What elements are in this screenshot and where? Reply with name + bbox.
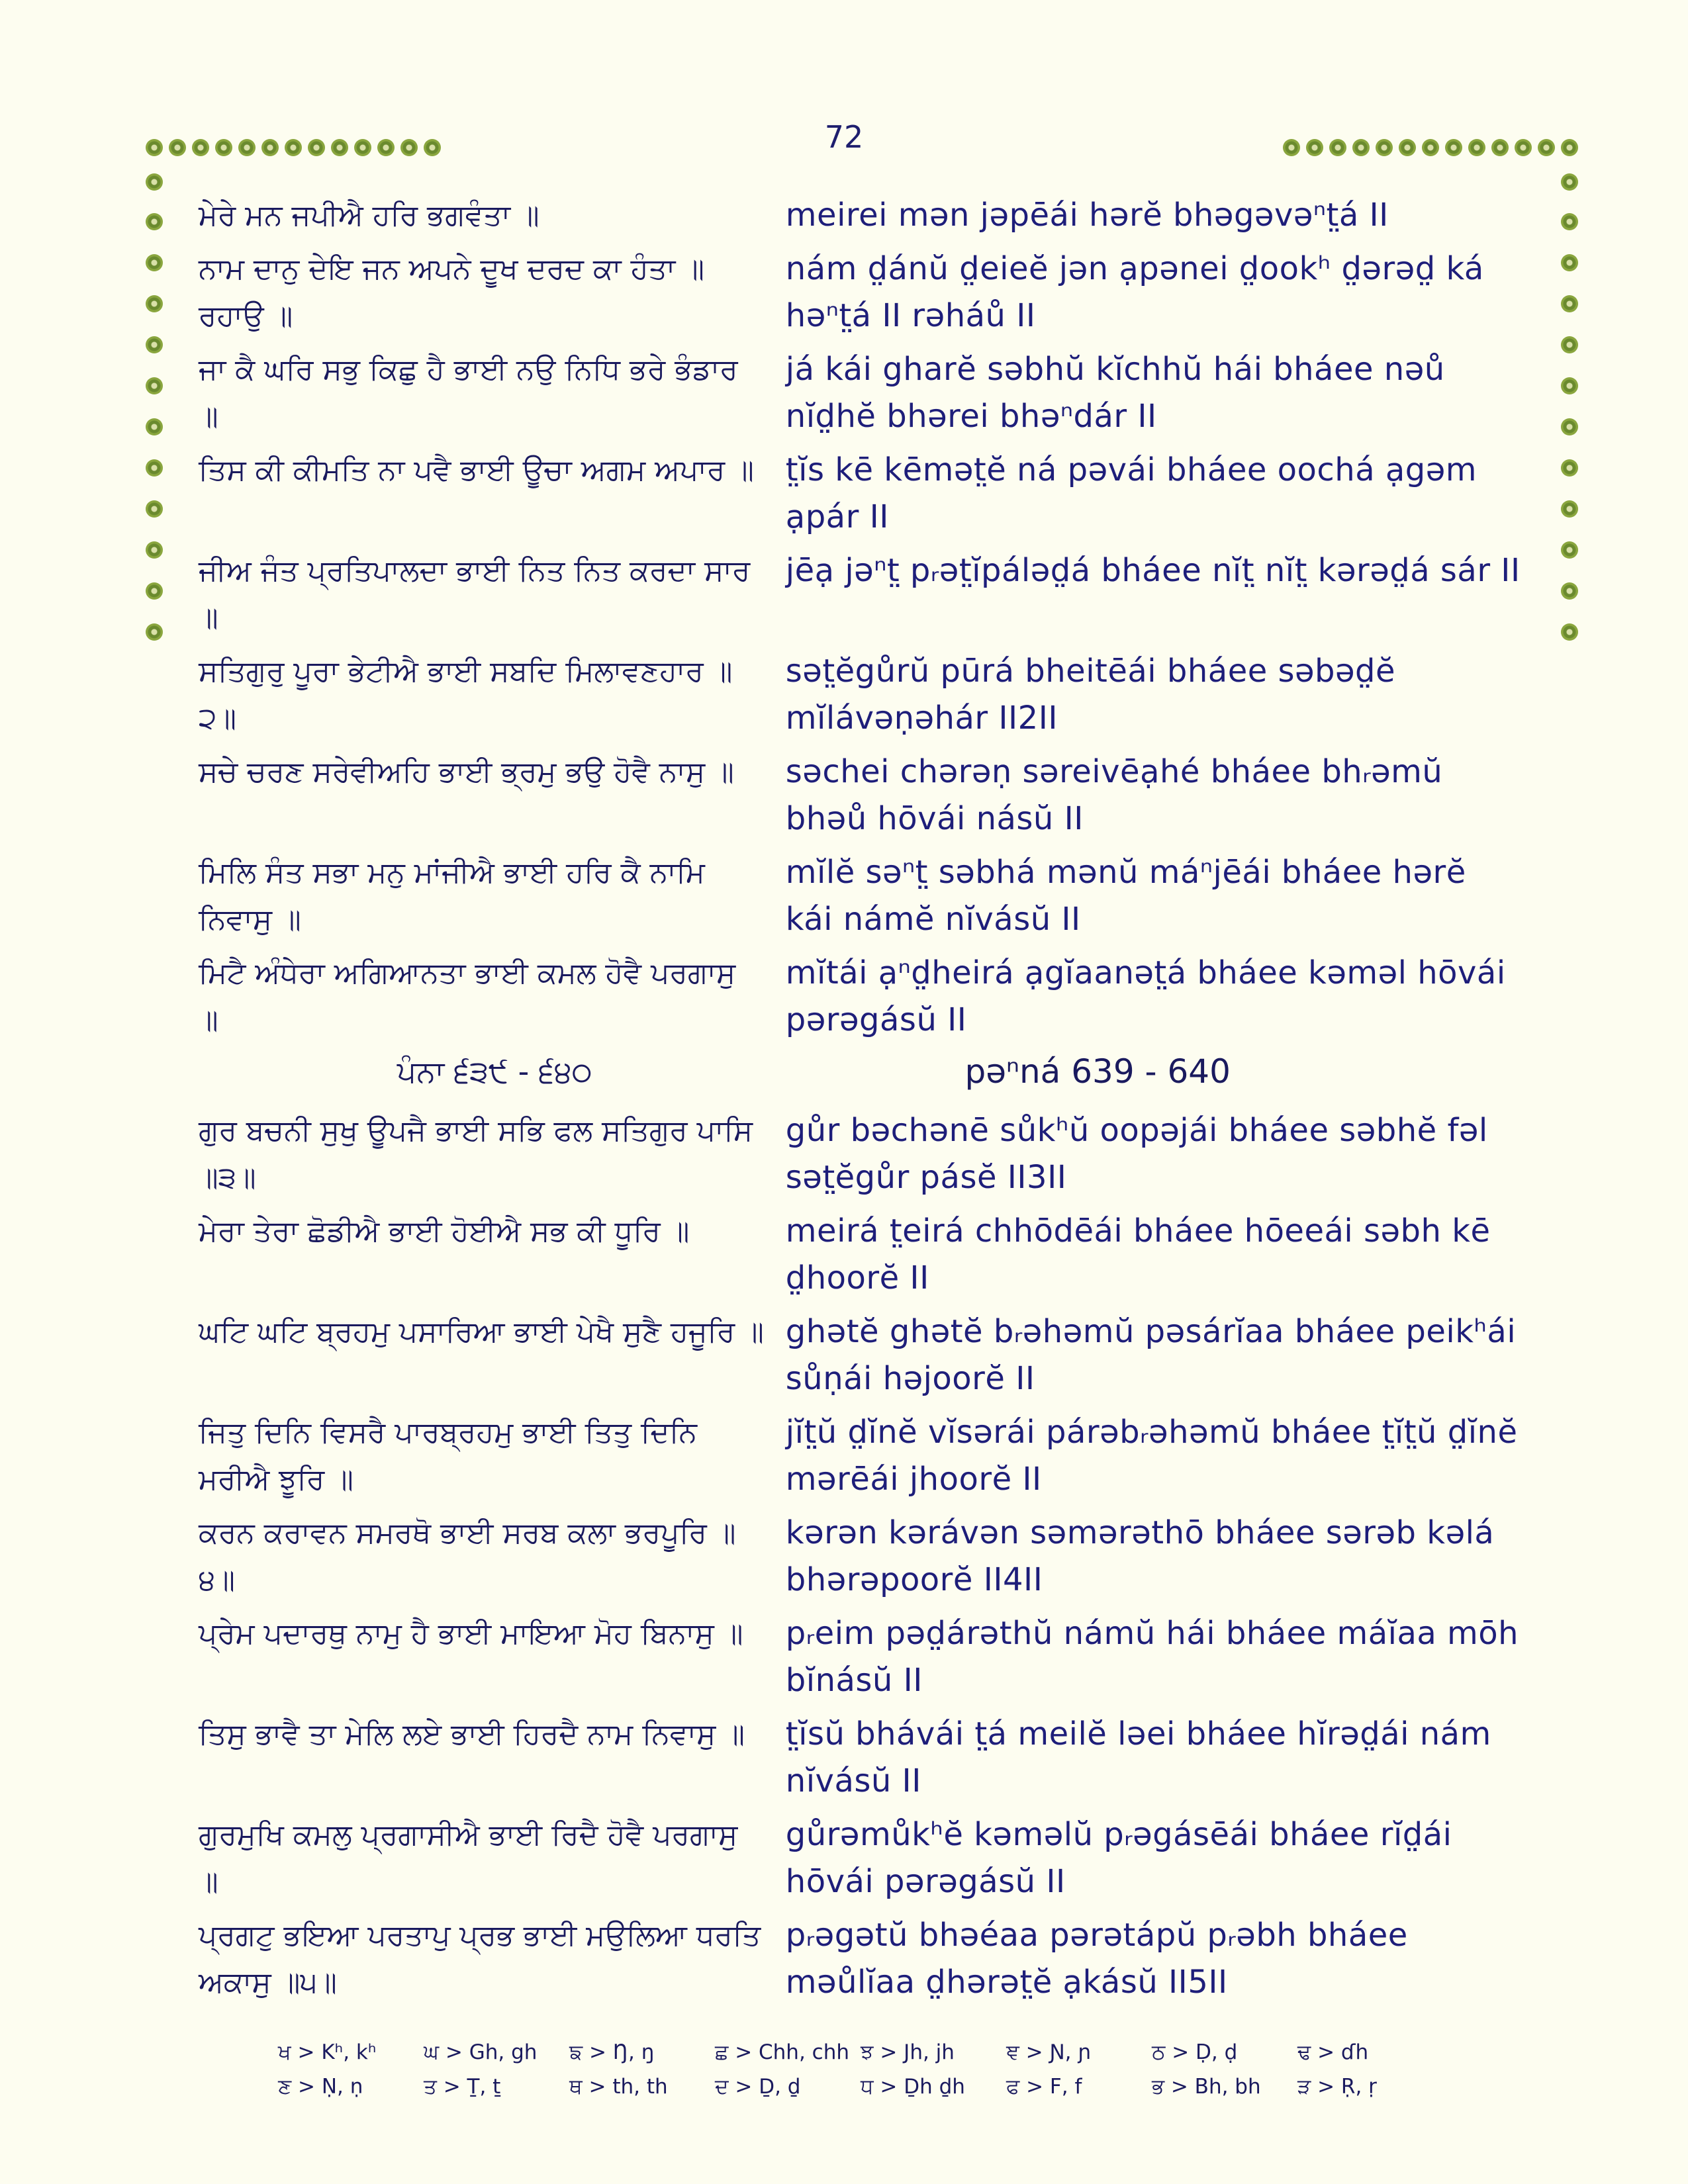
gurmukhi-line: ਮੇਰੇ ਮਨ ਜਪੀਐ ਹਰਿ ਭਗਵੰਤਾ ॥ (199, 199, 539, 232)
transliteration-line: səchei chərəṇ səreivēạhé bháee bhᵣəmŭ bhəů hōvái násŭ II (785, 753, 1443, 837)
gurmukhi-line: ਤਿਸੁ ਭਾਵੈ ਤਾ ਮੇਲਿ ਲਏ ਭਾਈ ਹਿਰਦੈ ਨਾਮ ਨਿਵਾਸੁ ॥ (199, 1717, 745, 1751)
gurmukhi-line: ਸਤਿਗੁਰੁ ਪੂਰਾ ਭੇਟੀਐ ਭਾਈ ਸਬਦਿ ਮਿਲਾਵਣਹਾਰ ॥੨॥ (199, 655, 733, 735)
flower-ornament-icon (308, 139, 325, 156)
gurmukhi-line: ਗੁਰਮੁਖਿ ਕਮਲੁ ਪ੍ਰਗਾਸੀਐ ਭਾਈ ਰਿਦੈ ਹੋਵੈ ਪਰਗਾਸੁ ॥ (199, 1818, 738, 1899)
page-reference-gurmukhi: ਪੰਨਾ ੬੩੯ - ੬੪੦ (397, 1054, 592, 1089)
gurmukhi-line: ਜੀਅ ਜੰਤ ਪ੍ਰਤਿਪਾਲਦਾ ਭਾਈ ਨਿਤ ਨਿਤ ਕਰਦਾ ਸਾਰ ॥ (199, 554, 751, 635)
transliteration-line: já kái gharĕ səbhŭ kĭchhŭ hái bháee nəů nĭd̤hĕ bhərei bhəⁿdár II (785, 351, 1445, 435)
flower-ornament-icon (1515, 139, 1532, 156)
transliteration-line: meirei mən jəpēái hərĕ bhəgəvəⁿt̤á II (785, 197, 1389, 234)
transliteration-line: ghətĕ ghətĕ bᵣəhəmŭ pəsárĭaa bháee peikʰái sůṇái həjoorĕ II (785, 1313, 1517, 1397)
flower-ornament-icon (1561, 541, 1578, 559)
flower-ornament-icon (215, 139, 232, 156)
flower-ornament-icon (1561, 254, 1578, 271)
flower-ornament-icon (1329, 139, 1346, 156)
gurmukhi-line: ਸਚੇ ਚਰਣ ਸਰੇਵੀਅਹਿ ਭਾਈ ਭ੍ਰਮੁ ਭਉ ਹੋਵੈ ਨਾਸੁ ॥ (199, 755, 734, 789)
legend-item: ਢ > ɗh (1297, 2040, 1369, 2064)
flower-ornament-icon (146, 541, 163, 559)
flower-ornament-icon (238, 139, 256, 156)
flower-ornament-icon (1561, 377, 1578, 394)
legend-item: ਖ > Kʰ, kʰ (278, 2040, 377, 2064)
transliteration-legend (278, 2035, 1443, 2104)
legend-item: ਣ > Ṇ, ṇ (278, 2074, 363, 2099)
legend-item: ਭ > Bh, bh (1152, 2074, 1261, 2099)
flower-ornament-icon (1306, 139, 1323, 156)
gurmukhi-line: ਪ੍ਰੇਮ ਪਦਾਰਥੁ ਨਾਮੁ ਹੈ ਭਾਈ ਮਾਇਆ ਮੋਹ ਬਿਨਾਸੁ ॥ (199, 1617, 743, 1651)
flower-ornament-icon (1538, 139, 1555, 156)
legend-item: ਝ > Jh, jh (861, 2040, 955, 2064)
gurmukhi-line: ਜਿਤੁ ਦਿਨਿ ਵਿਸਰੈ ਪਾਰਬ੍ਰਹਮੁ ਭਾਈ ਤਿਤੁ ਦਿਨਿ ਮਰੀਐ ਝੂਰਿ ॥ (199, 1416, 698, 1496)
flower-ornament-icon (146, 500, 163, 518)
transliteration-line: gůrəmůkʰĕ kəməlŭ pᵣəgásēái bháee rĭd̤ái hōvái pərəgásŭ II (785, 1816, 1452, 1900)
verse-row (199, 1208, 1523, 1302)
gurmukhi-line: ਨਾਮ ਦਾਨੁ ਦੇਇ ਜਨ ਅਪਨੇ ਦੂਖ ਦਰਦ ਕਾ ਹੰਤਾ ॥ ਰਹਾਉ ॥ (199, 252, 705, 333)
page-reference-translit: pəⁿná 639 - 640 (964, 1052, 1231, 1091)
transliteration-line: pᵣeim pəd̤árəthŭ námŭ hái bháee máĭaa mōh bĭnásŭ II (785, 1615, 1519, 1699)
flower-ornament-icon (1561, 623, 1578, 641)
transliteration-line: meirá t̤eirá chhōdēái bháee hōeeái səbh kē d̤hoorĕ II (785, 1212, 1491, 1297)
flower-ornament-icon (146, 295, 163, 312)
transliteration-line: jēạ jəⁿt̤ pᵣət̤ĭpáləd̤á bháee nĭt̤ nĭt̤ kərəd̤á sár II (785, 552, 1521, 589)
flower-ornament-icon (146, 213, 163, 230)
transliteration-line: sət̤ĕgůrŭ pūrá bheitēái bháee səbəd̤ĕ mĭlávəṇəhár II2II (785, 653, 1396, 737)
flower-ornament-icon (1561, 582, 1578, 600)
transliteration-line: mĭtái ạⁿd̤heirá ạgĭaanət̤á bháee kəməl hōvái pərəgásŭ II (785, 954, 1506, 1038)
flower-ornament-icon (1561, 295, 1578, 312)
verse-row (199, 547, 1523, 641)
flower-ornament-icon (1561, 418, 1578, 435)
page-number: 72 (824, 119, 864, 155)
flower-ornament-icon (354, 139, 371, 156)
flower-ornament-icon (1422, 139, 1439, 156)
verse-row (199, 849, 1523, 943)
legend-item: ਞ > Ɲ, ɲ (1006, 2040, 1092, 2064)
legend-item: ਤ > Ṯ, ṯ (424, 2074, 501, 2099)
page-reference (199, 1050, 1523, 1093)
flower-ornament-icon (377, 139, 395, 156)
verse-row (199, 1610, 1523, 1704)
verse-row (199, 1912, 1523, 2006)
flower-ornament-icon (1561, 336, 1578, 353)
verse-row (199, 192, 1523, 239)
verse-row (199, 1811, 1523, 1905)
flower-ornament-icon (1283, 139, 1300, 156)
verse-row (199, 1308, 1523, 1402)
gurmukhi-line: ਮਿਲਿ ਸੰਤ ਸਭਾ ਮਨੁ ਮਾਂਜੀਐ ਭਾਈ ਹਰਿ ਕੈ ਨਾਮਿ ਨਿਵਾਸੁ ॥ (199, 856, 705, 936)
verse-row (199, 648, 1523, 742)
transliteration-line: jĭt̤ŭ d̤ĭnĕ vĭsərái párəbᵣəhəmŭ bháee t̤ĭt̤ŭ d̤ĭnĕ mərēái jhoorĕ II (785, 1414, 1518, 1498)
flower-ornament-icon (1468, 139, 1485, 156)
gurmukhi-line: ਮੇਰਾ ਤੇਰਾ ਛੋਡੀਐ ਭਾਈ ਹੋਈਐ ਸਭ ਕੀ ਧੂਰਿ ॥ (199, 1214, 690, 1248)
flower-ornament-icon (1445, 139, 1462, 156)
verse-row (199, 447, 1523, 541)
legend-row (278, 2070, 1443, 2104)
flower-ornament-icon (400, 139, 418, 156)
legend-item: ਘ > Gh, gh (424, 2040, 538, 2064)
flower-ornament-icon (146, 336, 163, 353)
flower-ornament-icon (146, 459, 163, 477)
verse-content (199, 192, 1523, 2013)
verse-row (199, 246, 1523, 340)
verse-row (199, 1107, 1523, 1201)
verse-row (199, 1409, 1523, 1503)
gurmukhi-line: ਘਟਿ ਘਟਿ ਬ੍ਰਹਮੁ ਪਸਾਰਿਆ ਭਾਈ ਪੇਖੈ ਸੁਣੈ ਹਜੂਰਿ ॥ (199, 1315, 764, 1349)
flower-ornament-icon (1561, 213, 1578, 230)
legend-item: ਠ > Ḍ, ḍ (1152, 2040, 1238, 2064)
flower-ornament-icon (146, 377, 163, 394)
flower-ornament-icon (146, 418, 163, 435)
verse-row (199, 1711, 1523, 1805)
flower-ornament-icon (146, 582, 163, 600)
legend-item: ਙ > Ŋ, ŋ (569, 2040, 655, 2064)
flower-ornament-icon (146, 173, 163, 191)
transliteration-line: gůr bəchənē sůkʰŭ oopəjái bháee səbhĕ fəl sət̤ĕgůr pásĕ II3II (785, 1112, 1488, 1196)
flower-ornament-icon (285, 139, 302, 156)
transliteration-line: nám d̤ánŭ d̤eieĕ jən ạpənei d̤ookʰ d̤ərəd̤ ká həⁿt̤á II rəháů II (785, 250, 1484, 334)
flower-ornament-icon (1561, 459, 1578, 477)
verse-row (199, 346, 1523, 440)
gurmukhi-line: ਪ੍ਰਗਟੁ ਭਇਆ ਪਰਤਾਪੁ ਪ੍ਰਭ ਭਾਈ ਮਉਲਿਆ ਧਰਤਿ ਅਕਾਸੁ ॥੫॥ (199, 1919, 761, 1999)
flower-ornament-icon (169, 139, 186, 156)
gurmukhi-line: ਤਿਸ ਕੀ ਕੀਮਤਿ ਨਾ ਪਵੈ ਭਾਈ ਊਚਾ ਅਗਮ ਅਪਾਰ ॥ (199, 453, 754, 487)
gurmukhi-line: ਕਰਨ ਕਰਾਵਨ ਸਮਰਥੋ ਭਾਈ ਸਰਬ ਕਲਾ ਭਰਪੂਰਿ ॥੪॥ (199, 1516, 736, 1597)
legend-item: ਥ > th, th (569, 2074, 668, 2099)
flower-ornament-icon (146, 254, 163, 271)
flower-ornament-icon (1399, 139, 1416, 156)
transliteration-line: t̤ĭsŭ bhávái t̤á meilĕ ləei bháee hĭrəd̤ái nám nĭvásŭ II (785, 1715, 1491, 1799)
flower-ornament-icon (1352, 139, 1370, 156)
verse-row (199, 950, 1523, 1044)
legend-item: ਧ > Ḏh ḏh (861, 2074, 965, 2099)
flower-ornament-icon (1561, 173, 1578, 191)
verse-row (199, 749, 1523, 842)
transliteration-line: t̤ĭs kē kēmət̤ĕ ná pəvái bháee oochá ạgəm ạpár II (785, 451, 1477, 535)
transliteration-line: pᵣəgətŭ bhəéaa pərətápŭ pᵣəbh bháee məůlĭaa d̤hərət̤ĕ ạkásŭ II5II (785, 1917, 1408, 2001)
flower-ornament-icon (424, 139, 441, 156)
flower-ornament-icon (261, 139, 279, 156)
legend-row (278, 2035, 1443, 2070)
flower-ornament-icon (331, 139, 348, 156)
verse-row (199, 1510, 1523, 1604)
flower-ornament-icon (146, 139, 163, 156)
legend-item: ਫ > F, f (1006, 2074, 1082, 2099)
legend-item: ਛ > Chh, chh (715, 2040, 850, 2064)
transliteration-line: kərən kərávən səmərəthō bháee sərəb kəlá bhərəpoorĕ II4II (785, 1514, 1495, 1598)
gurmukhi-line: ਮਿਟੈ ਅੰਧੇਰਾ ਅਗਿਆਨਤਾ ਭਾਈ ਕਮਲ ਹੋਵੈ ਪਰਗਾਸੁ ॥ (199, 956, 736, 1037)
gurmukhi-line: ਗੁਰ ਬਚਨੀ ਸੁਖੁ ਊਪਜੈ ਭਾਈ ਸਭਿ ਫਲ ਸਤਿਗੁਰ ਪਾਸਿ ॥੩॥ (199, 1114, 753, 1195)
legend-item: ੜ > Ṛ, ṛ (1297, 2074, 1377, 2099)
gurmukhi-line: ਜਾ ਕੈ ਘਰਿ ਸਭੁ ਕਿਛੁ ਹੈ ਭਾਈ ਨਉ ਨਿਧਿ ਭਰੇ ਭੰਡਾਰ ॥ (199, 353, 738, 433)
transliteration-line: mĭlĕ səⁿt̤ səbhá mənŭ máⁿjēái bháee hərĕ kái námĕ nĭvásŭ II (785, 854, 1466, 938)
flower-ornament-icon (1561, 500, 1578, 518)
flower-ornament-icon (192, 139, 209, 156)
flower-ornament-icon (1561, 139, 1578, 156)
flower-ornament-icon (1376, 139, 1393, 156)
flower-ornament-icon (146, 623, 163, 641)
legend-item: ਦ > Ḏ, ḏ (715, 2074, 801, 2099)
flower-ornament-icon (1491, 139, 1509, 156)
